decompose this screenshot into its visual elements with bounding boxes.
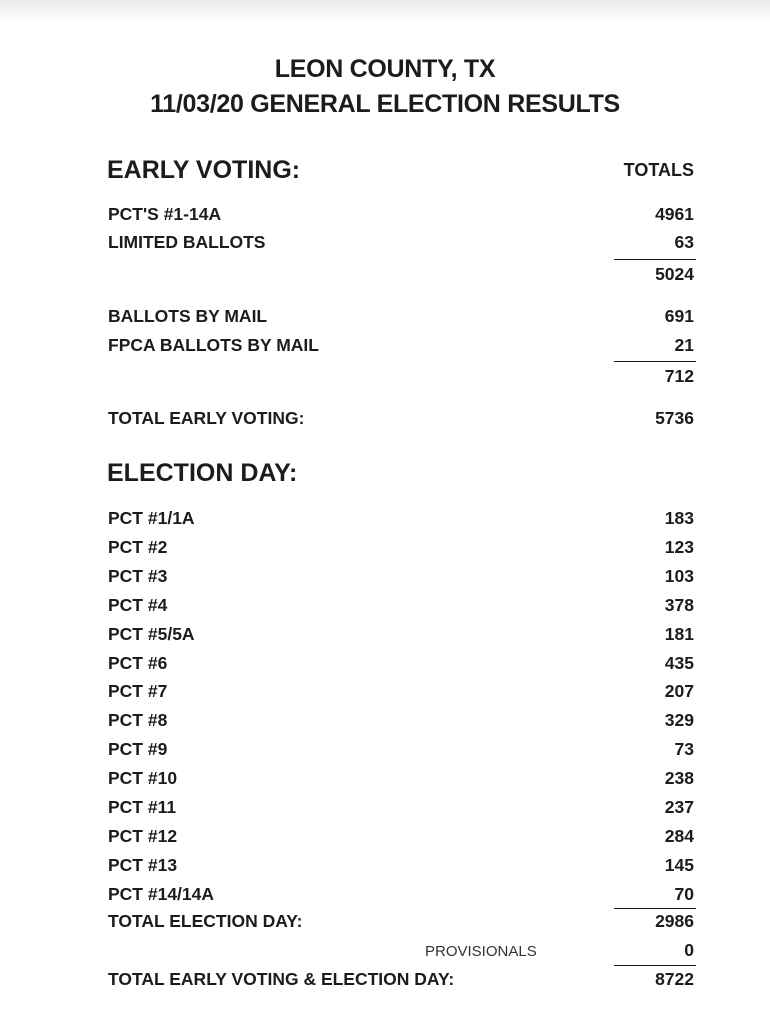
precinct-value: 73 xyxy=(674,739,694,759)
precinct-label: PCT #9 xyxy=(108,739,168,759)
precinct-value: 207 xyxy=(664,681,694,701)
precinct-label: PCT #3 xyxy=(108,566,168,586)
election-day-heading: ELECTION DAY: xyxy=(107,459,298,487)
county-title: LEON COUNTY, TX xyxy=(274,55,496,83)
total-early-voting-value: 5736 xyxy=(655,408,694,428)
grand-total-value: 8722 xyxy=(655,969,694,989)
precinct-label: PCT #6 xyxy=(108,653,168,673)
precinct-label: PCT #8 xyxy=(108,710,168,730)
precinct-value: 238 xyxy=(664,768,694,788)
subtotal-rule xyxy=(614,908,696,909)
precinct-value: 378 xyxy=(664,595,694,615)
totals-column-heading: TOTALS xyxy=(623,160,694,180)
precinct-value: 329 xyxy=(664,710,694,730)
precinct-label: PCT #2 xyxy=(108,537,168,557)
precinct-value: 123 xyxy=(664,537,694,557)
precinct-label: PCT #7 xyxy=(108,681,168,701)
precinct-label: PCT #11 xyxy=(108,797,177,817)
election-title: 11/03/20 GENERAL ELECTION RESULTS xyxy=(150,90,620,118)
total-election-day-label: TOTAL ELECTION DAY: xyxy=(108,911,303,931)
row-value-limited: 63 xyxy=(674,232,694,252)
row-value-fpca: 21 xyxy=(674,335,694,355)
subtotal-rule xyxy=(614,259,696,260)
row-label-limited: LIMITED BALLOTS xyxy=(108,232,266,252)
row-label-pcts: PCT'S #1-14A xyxy=(108,204,222,224)
row-label-mail: BALLOTS BY MAIL xyxy=(108,306,268,326)
precinct-value: 237 xyxy=(664,797,694,817)
precinct-label: PCT #5/5A xyxy=(108,624,195,644)
mail-subtotal: 712 xyxy=(664,366,694,386)
precinct-label: PCT #1/1A xyxy=(108,508,195,528)
precinct-value: 70 xyxy=(674,884,694,904)
row-label-fpca: FPCA BALLOTS BY MAIL xyxy=(108,335,319,355)
precinct-value: 435 xyxy=(664,653,694,673)
row-value-mail: 691 xyxy=(664,306,694,326)
precinct-label: PCT #4 xyxy=(108,595,168,615)
precinct-label: PCT #13 xyxy=(108,855,178,875)
early-voting-heading: EARLY VOTING: xyxy=(107,156,301,184)
subtotal-rule xyxy=(614,361,696,362)
precinct-label: PCT #10 xyxy=(108,768,178,788)
precinct-value: 183 xyxy=(664,508,694,528)
precinct-value: 145 xyxy=(664,855,694,875)
provisionals-value: 0 xyxy=(684,940,694,960)
precinct-value: 284 xyxy=(664,826,694,846)
precinct-label: PCT #14/14A xyxy=(108,884,215,904)
grand-total-label: TOTAL EARLY VOTING & ELECTION DAY: xyxy=(108,969,455,989)
total-early-voting-label: TOTAL EARLY VOTING: xyxy=(108,408,305,428)
row-value-pcts: 4961 xyxy=(655,204,694,224)
grand-total-rule xyxy=(614,965,696,966)
precinct-value: 103 xyxy=(664,566,694,586)
total-election-day-value: 2986 xyxy=(655,911,694,931)
early-subtotal: 5024 xyxy=(655,264,694,284)
precinct-value: 181 xyxy=(664,624,694,644)
provisionals-label: PROVISIONALS xyxy=(425,943,537,960)
precinct-label: PCT #12 xyxy=(108,826,178,846)
scan-top-shade xyxy=(0,0,770,22)
